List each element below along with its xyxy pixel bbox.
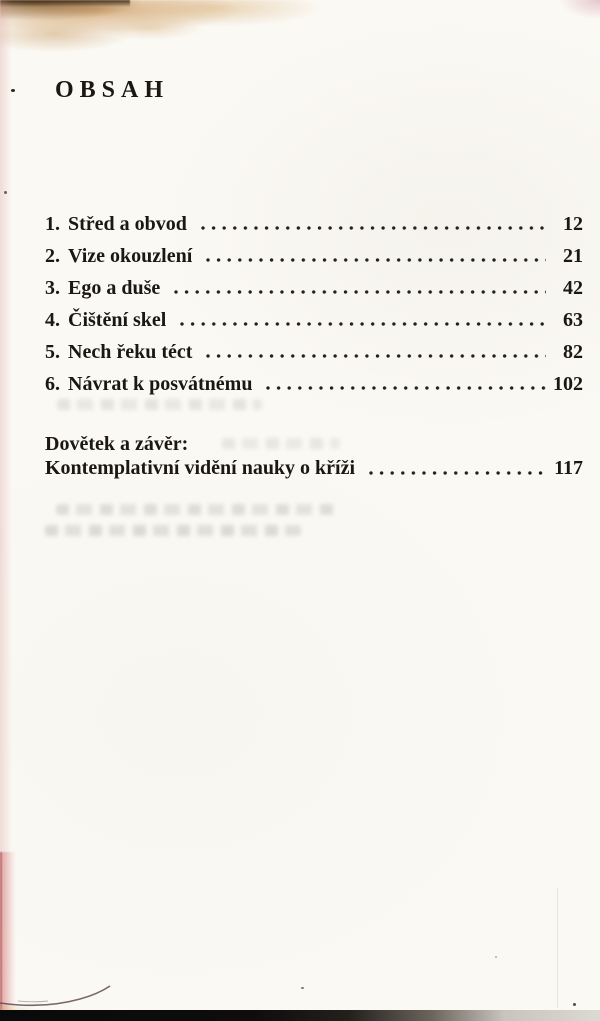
toc-entry-title: Střed a obvod <box>68 213 187 235</box>
scan-speck <box>11 89 15 92</box>
toc-entry-number: 2. <box>45 245 60 267</box>
toc-entry-number: 3. <box>45 277 60 299</box>
toc-entry-page: 42 <box>563 277 583 299</box>
toc-entry-page: 82 <box>563 341 583 363</box>
toc-entry <box>45 208 583 240</box>
page-title: OBSAH <box>55 77 170 104</box>
scan-edge-bottom-bar <box>0 1010 600 1021</box>
ghost-showthrough-text <box>57 399 262 410</box>
scan-stain-top-left <box>0 0 330 58</box>
toc-entry-title: Nech řeku téct <box>68 341 193 363</box>
toc-entry <box>45 272 583 304</box>
toc-entry-title: Ego a duše <box>68 277 161 299</box>
appendix-heading: Dovětek a závěr: <box>45 433 189 455</box>
scan-speck <box>4 191 7 194</box>
toc-entry <box>45 336 583 368</box>
appendix-entry <box>45 456 583 480</box>
toc-entry-page: 21 <box>563 245 583 267</box>
toc-entry-number: 4. <box>45 309 60 331</box>
ghost-showthrough-text <box>56 504 338 515</box>
scan-speck <box>573 1003 576 1006</box>
dot-leader <box>206 257 546 263</box>
scan-smudge-top-right <box>540 0 600 34</box>
table-of-contents <box>45 208 583 400</box>
toc-entry-title: Vize okouzlení <box>68 245 193 267</box>
dot-leader <box>206 353 546 359</box>
dot-leader <box>174 289 546 295</box>
dot-leader <box>201 225 546 231</box>
toc-entry-number: 5. <box>45 341 60 363</box>
dot-leader <box>266 385 546 391</box>
dot-leader <box>180 321 546 327</box>
toc-entry-title: Návrat k posvátnému <box>68 373 253 395</box>
scan-speck <box>301 987 304 989</box>
toc-entry <box>45 240 583 272</box>
toc-entry-page: 12 <box>563 213 583 235</box>
toc-entry <box>45 368 583 400</box>
toc-entry-number: 6. <box>45 373 60 395</box>
dot-leader <box>369 470 546 476</box>
scan-speck <box>495 956 497 958</box>
ghost-showthrough-text <box>45 525 301 536</box>
toc-entry <box>45 304 583 336</box>
scan-faint-line <box>557 888 558 1008</box>
appendix-page: 117 <box>554 457 583 479</box>
appendix-title: Kontemplativní vidění nauky o kříži <box>45 457 356 479</box>
toc-entry-number: 1. <box>45 213 60 235</box>
toc-entry-page: 63 <box>563 309 583 331</box>
appendix-section <box>45 433 583 480</box>
toc-entry-title: Čištění skel <box>68 309 167 331</box>
toc-entry-page: 102 <box>553 373 583 395</box>
